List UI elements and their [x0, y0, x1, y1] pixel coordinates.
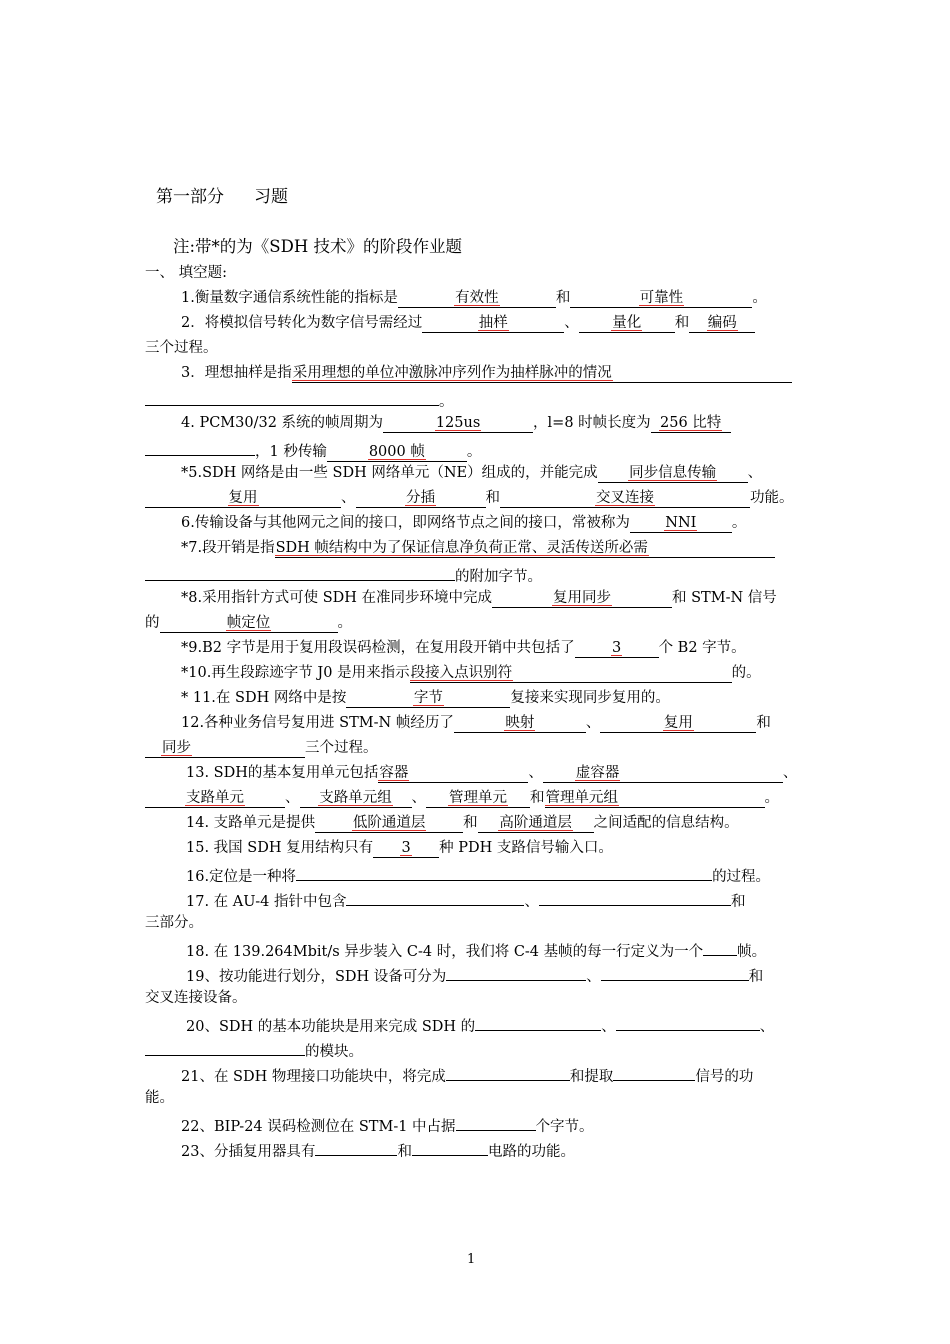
page-number: 1	[467, 1252, 476, 1267]
question-5: *5.SDH 网络是由一些 SDH 网络单元（NE）组成的，并能完成 同步信息传输 、	[181, 465, 763, 481]
answer-blank: 编码	[689, 315, 755, 333]
part-title: 习题	[254, 187, 288, 207]
part-heading	[156, 186, 288, 208]
question-9: *9.B2 字节是用于复用段误码检测，在复用段开销中共包括了 3 个 B2 字节。	[181, 640, 746, 656]
question-7: *7.段开销是指SDH 帧结构中为了保证信息净负荷正常、灵活传送所必需	[181, 538, 807, 558]
question-8-cont: 的 帧定位 。	[145, 615, 352, 631]
answer-blank	[446, 963, 586, 981]
question-17-cont: 三部分。	[145, 915, 203, 931]
question-8: *8.采用指针方式可使 SDH 在准同步环境中完成 复用同步 和 STM-N 信号	[181, 590, 777, 606]
question-21-cont: 能。	[145, 1090, 174, 1106]
question-13: 13. SDH的基本复用单元包括容器 、 虚容器 、	[186, 765, 798, 781]
answer-blank: 256 比特	[651, 415, 731, 433]
answer-blank	[296, 863, 712, 881]
question-16: 16.定位是一种将 的过程。	[186, 863, 807, 883]
question-12-cont: 同步 三个过程。	[145, 738, 807, 758]
question-7-cont: 的附加字节。	[145, 563, 807, 583]
question-1: 1.衡量数字通信系统性能的指标是 有效性 和 可靠性 。	[181, 290, 767, 306]
question-11: * 11.在 SDH 网络中是按 字节 复接来实现同步复用的。	[181, 690, 670, 706]
question-20-cont: 的模块。	[145, 1038, 807, 1058]
question-19-cont: 交叉连接设备。	[145, 990, 247, 1006]
answer-blank: 段接入点识别符	[410, 665, 732, 683]
question-12: 12.各种业务信号复用进 STM-N 帧经历了 映射 、 复用 和	[181, 715, 771, 731]
question-3-cont: 。	[145, 388, 807, 408]
answer-blank: NNI	[630, 515, 732, 533]
answer-blank	[346, 888, 524, 906]
question-17: 17. 在 AU-4 指针中包含 、 和	[186, 888, 807, 908]
answer-blank: 管理单元	[426, 790, 530, 808]
question-19: 19、按功能进行划分，SDH 设备可分为 、 和	[186, 963, 807, 983]
answer-blank: 高阶通道层	[478, 815, 594, 833]
answer-blank: 同步	[145, 740, 305, 758]
part-label: 第一部分	[156, 187, 224, 207]
assignment-note: 注:带*的为《SDH 技术》的阶段作业题	[173, 237, 462, 256]
question-10: *10.再生段踪迹字节 J0 是用来指示段接入点识别符 的。	[181, 665, 761, 681]
answer-blank: 映射	[454, 715, 586, 733]
answer-blank	[539, 888, 731, 906]
answer-blank	[703, 938, 737, 956]
answer-blank: 交叉连接	[500, 490, 750, 508]
answer-blank: 支路单元组	[300, 790, 412, 808]
answer-blank: 复用	[600, 715, 756, 733]
answer-blank: 量化	[579, 315, 675, 333]
question-3: 3．理想抽样是指采用理想的单位冲激脉冲序列作为抽样脉冲的情况	[181, 363, 807, 383]
answer-blank: 低阶通道层	[315, 815, 463, 833]
answer-blank: 有效性	[398, 290, 556, 308]
answer-blank: 分插	[356, 490, 486, 508]
answer-blank	[315, 1138, 397, 1156]
question-13-cont: 支路单元 、 支路单元组 、 管理单元 和管理单元组 。	[145, 788, 807, 808]
answer-blank: 复用	[145, 490, 341, 508]
answer-blank: 管理单元组	[545, 790, 765, 808]
question-4-cont: ，1 秒传输 8000 帧 。	[145, 438, 807, 458]
question-5-cont: 复用 、 分插 和 交叉连接 功能。	[145, 488, 807, 508]
answer-blank	[601, 963, 749, 981]
question-18: 18. 在 139.264Mbit/s 异步装入 C-4 时，我们将 C-4 基帧的每一行定义为一个 帧。	[186, 938, 807, 958]
answer-blank	[613, 1063, 695, 1081]
answer-blank: 8000 帧	[327, 444, 467, 462]
answer-blank	[412, 1138, 488, 1156]
answer-blank	[446, 1063, 570, 1081]
question-6: 6.传输设备与其他网元之间的接口，即网络节点之间的接口，常被称为 NNI 。	[181, 515, 747, 531]
answer-blank: SDH 帧结构中为了保证信息净负荷正常、灵活传送所必需	[275, 540, 775, 558]
answer-blank: 复用同步	[492, 590, 672, 608]
answer-blank	[145, 1038, 305, 1056]
answer-blank: 容器	[378, 765, 528, 783]
answer-blank	[616, 1013, 760, 1031]
answer-blank: 3	[373, 840, 439, 858]
answer-blank: 帧定位	[160, 615, 338, 633]
question-2: 2．将模拟信号转化为数字信号需经过 抽样 、 量化 和 编码	[181, 313, 807, 333]
answer-blank: 虚容器	[543, 765, 783, 783]
question-4: 4. PCM30/32 系统的帧周期为 125us ，l=8 时帧长度为 256 比特	[181, 413, 807, 433]
question-15: 15. 我国 SDH 复用结构只有 3 种 PDH 支路信号输入口。	[186, 840, 613, 856]
question-14: 14. 支路单元是提供 低阶通道层 和 高阶通道层 之间适配的信息结构。	[186, 815, 739, 831]
question-22: 22、BIP-24 误码检测位在 STM-1 中占据 个字节。	[181, 1113, 807, 1133]
answer-blank: 可靠性	[570, 290, 752, 308]
section-title: 一、 填空题:	[145, 265, 227, 281]
question-21: 21、在 SDH 物理接口功能块中，将完成 和提取 信号的功	[181, 1063, 807, 1083]
answer-blank: 字节	[346, 690, 510, 708]
answer-blank: 3	[575, 640, 659, 658]
answer-blank: 125us	[383, 415, 533, 433]
answer-blank: 同步信息传输	[598, 465, 748, 483]
question-2-cont: 三个过程。	[145, 340, 218, 356]
answer-blank: 采用理想的单位冲激脉冲序列作为抽样脉冲的情况	[292, 365, 792, 383]
answer-blank: 抽样	[422, 315, 564, 333]
answer-blank	[475, 1013, 601, 1031]
answer-blank: 支路单元	[145, 790, 285, 808]
question-23: 23、分插复用器具有 和 电路的功能。	[181, 1138, 807, 1158]
answer-blank	[456, 1113, 536, 1131]
question-20: 20、SDH 的基本功能块是用来完成 SDH 的 、 、	[186, 1013, 807, 1033]
